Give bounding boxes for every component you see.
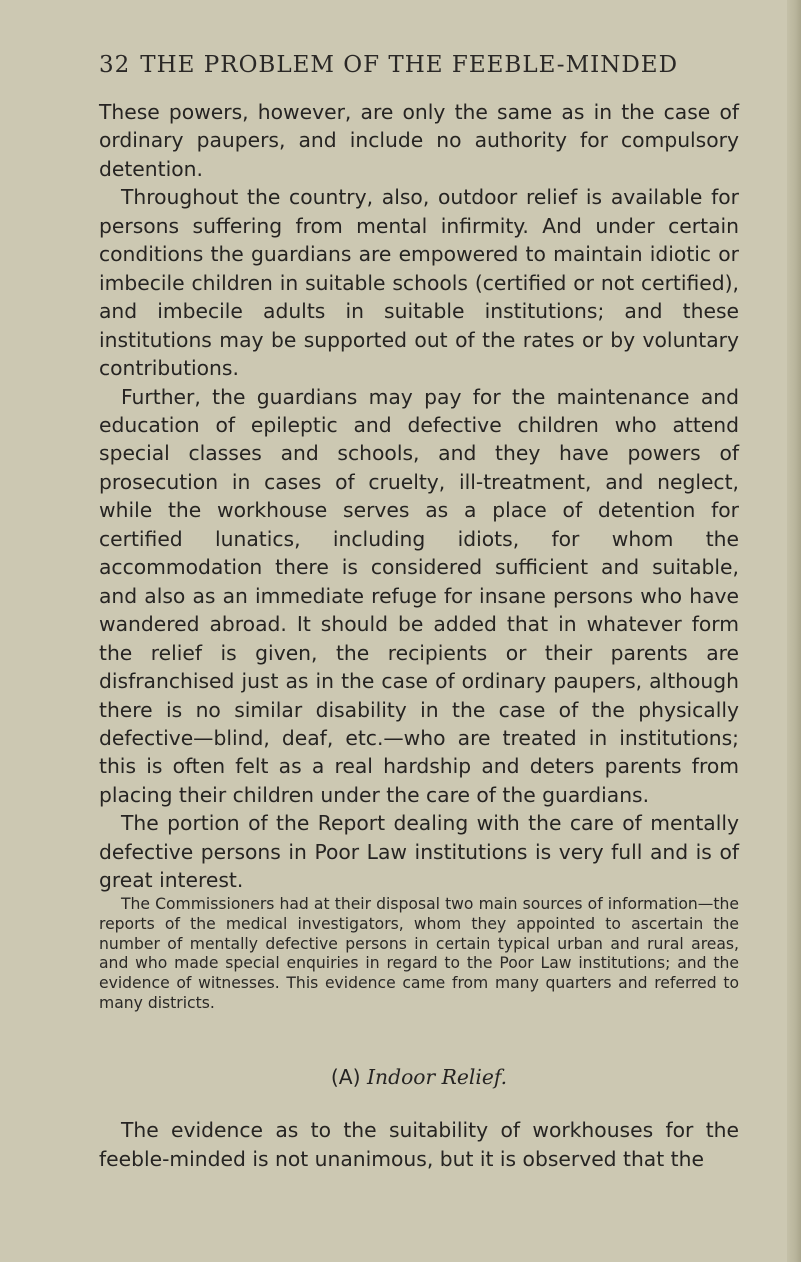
paragraph-indoor-relief: The evidence as to the suitability of workhouses for the feeble-minded is not unanimous, but it is observed that the (99, 1118, 739, 1171)
running-title: THE PROBLEM OF THE FEEBLE-MINDED (140, 52, 679, 78)
paragraph-outdoor-relief: Throughout the country, also, outdoor relief is available for persons suffering from mental infirmity. And under certain conditions the guardians are empowered to maintain idiotic or imbecile children in suitable schools (certified or not certified), and imbecile adults in suitable institutions; and these institutions may be supported out of the rates or by voluntary contributions. (99, 185, 739, 381)
main-text (99, 98, 739, 895)
paragraph-continued: These powers, however, are only the same as in the case of ordinary paupers, and include no authority for compulsory detention. (99, 100, 739, 181)
paragraph-report-portion: The portion of the Report dealing with the care of mentally defective persons in Poor Law institutions is very full and is of great interest. (99, 811, 739, 893)
paragraph-guardians-powers: Further, the guardians may pay for the maintenance and education of epileptic and defective children who attend special classes and schools, and they have powers of prosecution in cases of cruelty, ill-treatment, and neglect, while the workhouse serves as a place of detention for certified lunatics, including idiots, for whom the accommodation there is considered sufficient and suitable, and also as an immediate refuge for insane persons who have wandered abroad. It should be added that in whatever form the relief is given, the recipients or their parents are disfranchised just as in the case of ordinary paupers, although there is no similar disability in the case of the physically defective—blind, deaf, etc.—who are treated in institutions; this is often felt as a real hardship and deters parents from placing their children under the care of the guardians. (99, 384, 739, 807)
running-header (99, 52, 739, 78)
page-number: 32 (99, 52, 131, 78)
page-edge (787, 0, 801, 1262)
section-title: Indoor Relief. (367, 1065, 508, 1089)
section-heading (99, 1065, 739, 1089)
section-label: (A) (330, 1065, 361, 1089)
small-print-note: The Commissioners had at their disposal two main sources of information—the reports of the medical investigators, whom they appointed to ascertain the number of mentally defective persons in certain typical urban and rural areas, and who made special enquiries in regard to the Poor Law institutions; and the evidence of witnesses. This evidence came from many quarters and referred to many districts. (99, 895, 739, 1012)
